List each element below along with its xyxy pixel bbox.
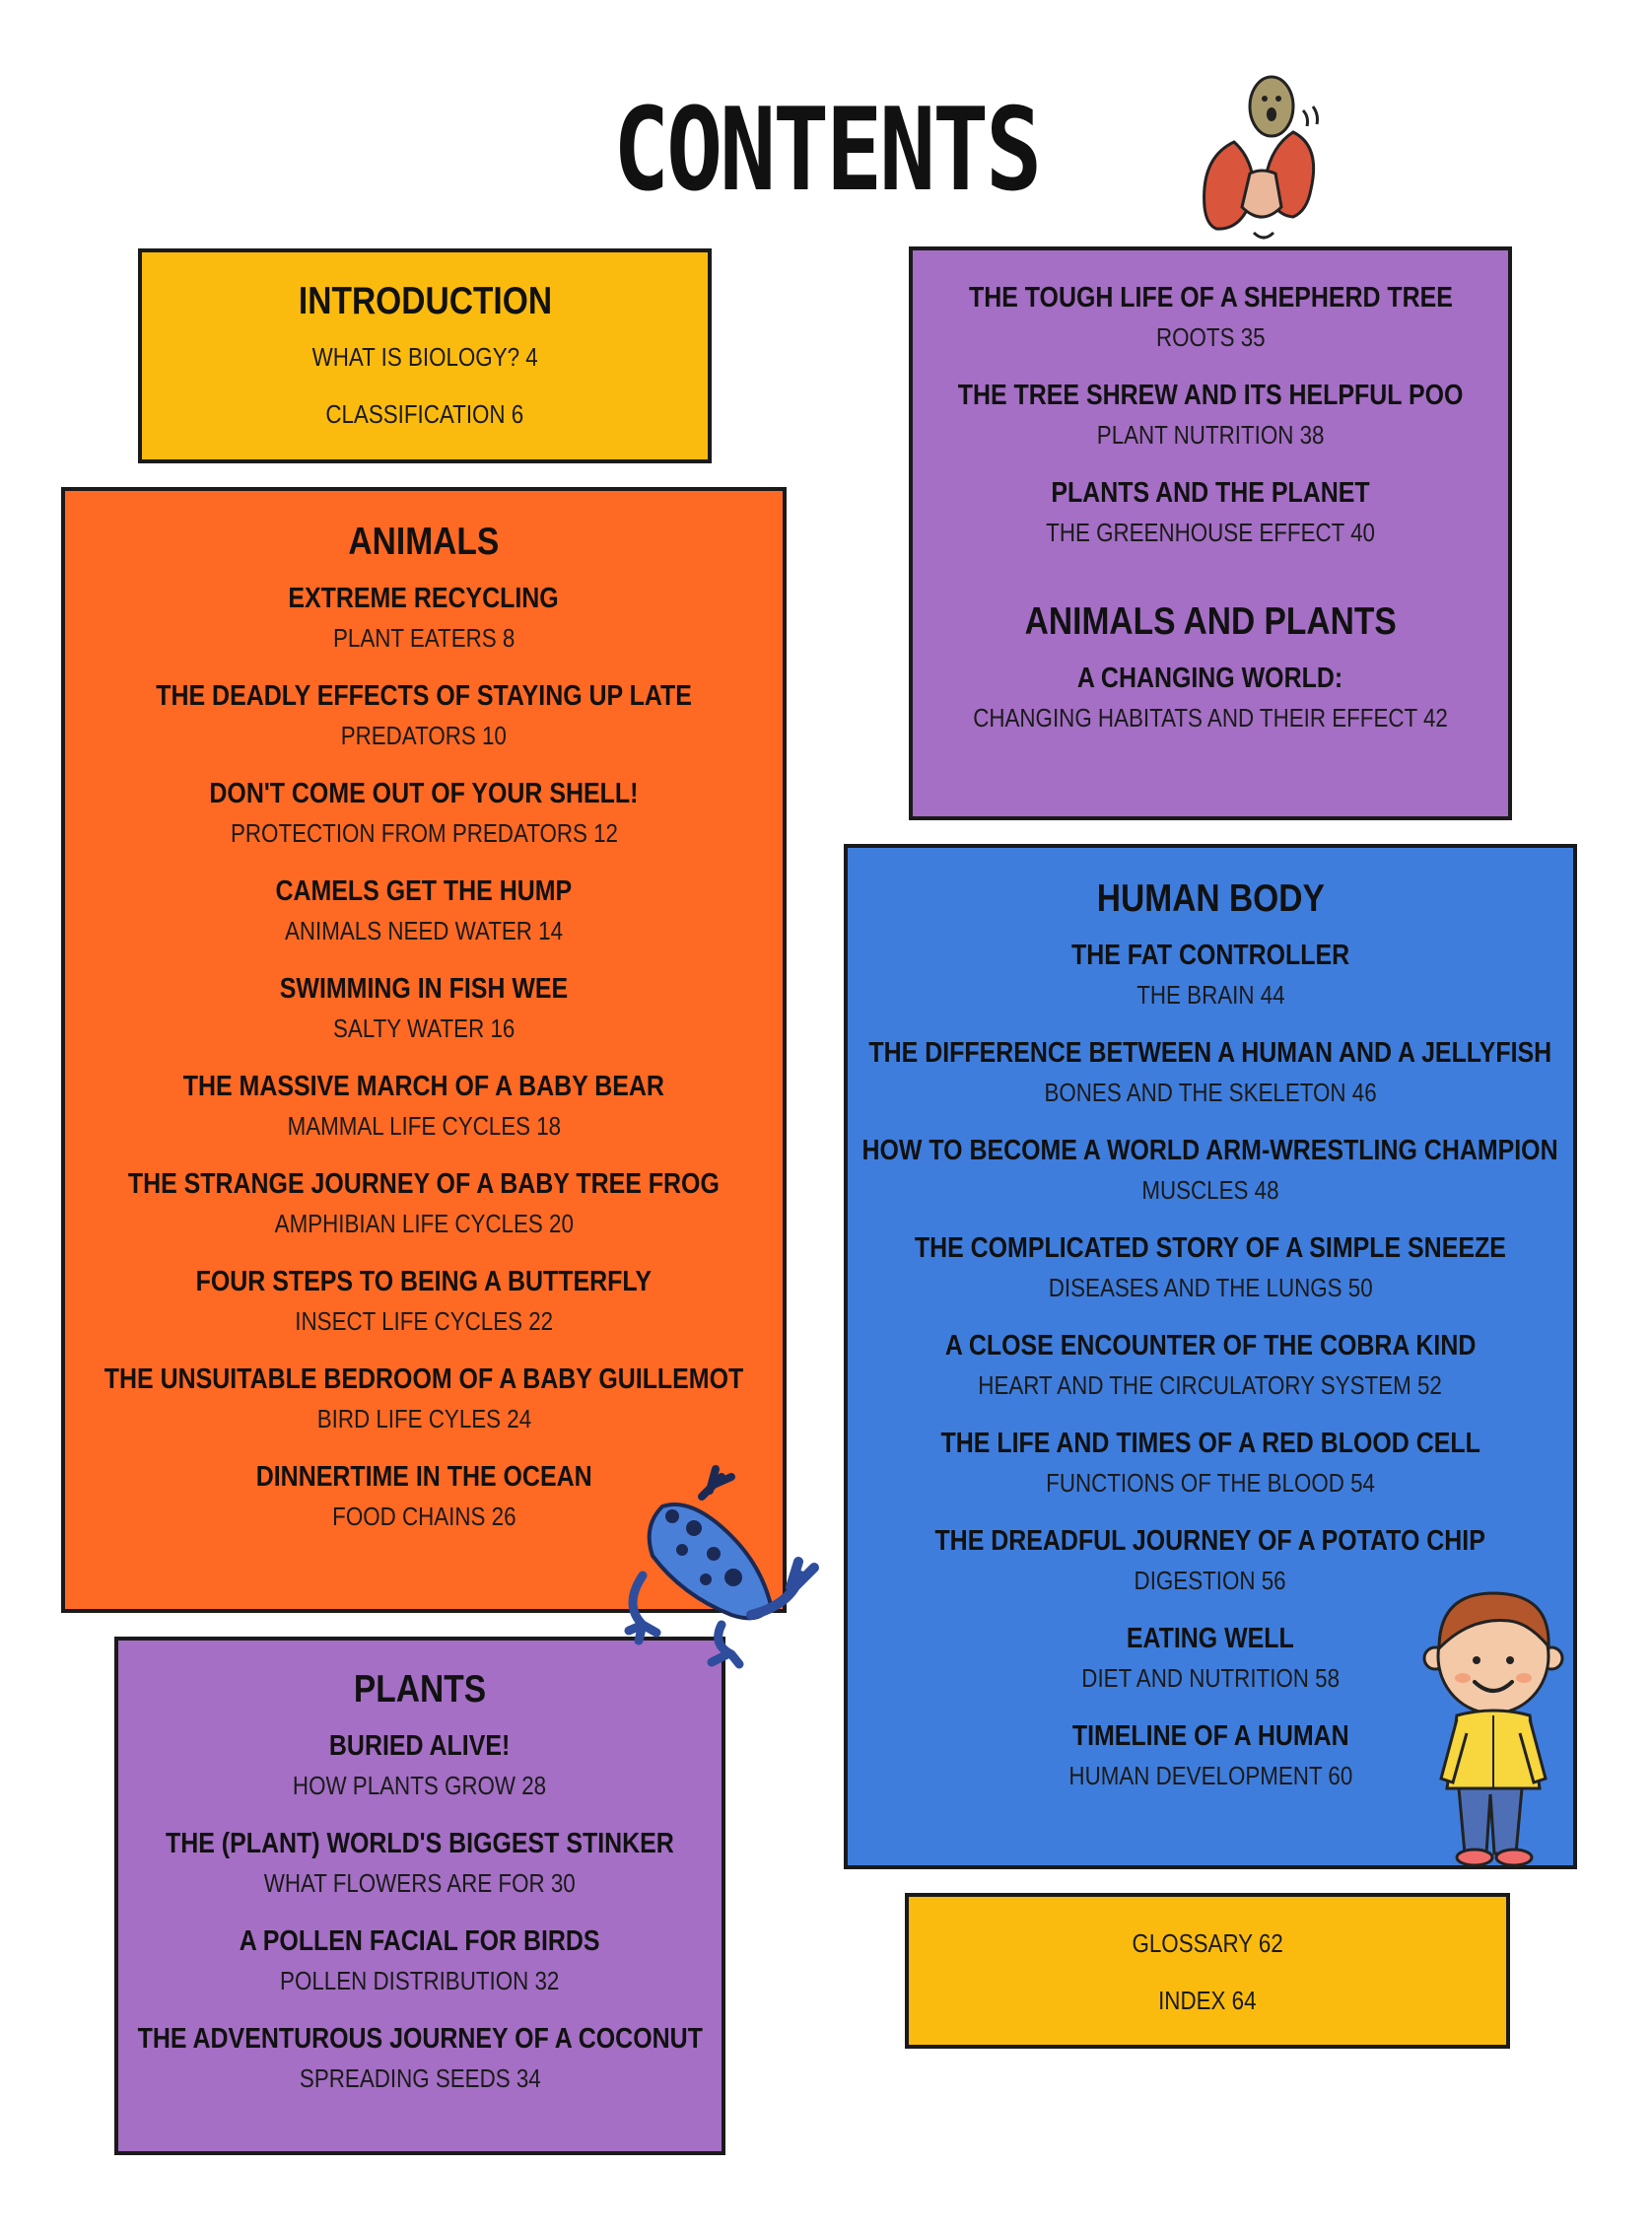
entry-title: THE ADVENTUROUS JOURNEY OF A COCONUT [137, 2023, 703, 2055]
cartoon-boy-icon [1419, 1591, 1567, 1867]
toc-entry[interactable] [897, 1430, 1524, 1496]
entry-title: THE (PLANT) WORLD'S BIGGEST STINKER [166, 1828, 674, 1859]
plants-section [114, 1637, 725, 2155]
entry-subtitle: THE BRAIN 44 [1136, 980, 1285, 1010]
introduction-section [138, 248, 712, 463]
toc-entry[interactable] [80, 1170, 768, 1236]
toc-entry[interactable] [890, 1527, 1530, 1593]
toc-item-classification[interactable]: CLASSIFICATION 6 [325, 399, 524, 429]
entry-subtitle: HEART AND THE CIRCULATORY SYSTEM 52 [978, 1370, 1443, 1400]
entry-title: BURIED ALIVE! [329, 1730, 511, 1762]
entry-subtitle: THE GREENHOUSE EFFECT 40 [1046, 518, 1375, 547]
back-matter-section [905, 1893, 1510, 2049]
toc-entry[interactable] [92, 2025, 749, 2091]
toc-entry[interactable] [272, 1732, 567, 1798]
introduction-heading: INTRODUCTION [298, 280, 552, 322]
entry-title: THE COMPLICATED STORY OF A SIMPLE SNEEZE [914, 1232, 1506, 1264]
toc-entry[interactable] [1019, 479, 1402, 545]
entry-subtitle: DIET AND NUTRITION 58 [1081, 1663, 1340, 1693]
entry-subtitle: AMPHIBIAN LIFE CYCLES 20 [274, 1209, 574, 1238]
entry-title: THE TOUGH LIFE OF A SHEPHERD TREE [968, 282, 1453, 314]
toc-entry[interactable] [124, 1830, 716, 1896]
toc-entry[interactable] [917, 382, 1504, 448]
toc-entry[interactable] [229, 1463, 619, 1529]
toc-entry[interactable] [174, 780, 673, 846]
entry-title: TIMELINE OF A HUMAN [1071, 1720, 1349, 1752]
entry-subtitle: MAMMAL LIFE CYCLES 18 [287, 1111, 561, 1141]
animals-section [61, 487, 787, 1613]
entry-title: THE STRANGE JOURNEY OF A BABY TREE FROG [127, 1168, 721, 1200]
entry-subtitle: SALTY WATER 16 [332, 1013, 516, 1043]
entry-title: THE FAT CONTROLLER [1070, 940, 1350, 971]
toc-entry[interactable] [1046, 1722, 1376, 1788]
entry-subtitle: SPREADING SEEDS 34 [299, 2063, 541, 2093]
toc-item-what-is-biology[interactable]: WHAT IS BIOLOGY? 4 [311, 342, 538, 372]
toc-entry[interactable] [52, 1365, 795, 1432]
blue-tree-frog-icon [603, 1467, 840, 1664]
toc-entry[interactable] [144, 1073, 704, 1139]
entry-title: THE LIFE AND TIMES OF A RED BLOOD CELL [940, 1428, 1480, 1459]
toc-entry[interactable] [1049, 942, 1372, 1008]
toc-entry[interactable] [866, 1234, 1554, 1300]
entry-subtitle: PLANT NUTRITION 38 [1096, 420, 1325, 450]
entry-subtitle: BIRD LIFE CYLES 24 [316, 1404, 531, 1433]
page-title: CONTENTS [613, 84, 1039, 217]
toc-entry[interactable] [902, 1332, 1519, 1398]
entry-subtitle: FOOD CHAINS 26 [331, 1502, 516, 1531]
entry-subtitle: POLLEN DISTRIBUTION 32 [280, 1966, 560, 1995]
entry-title: A CHANGING WORLD: [1077, 663, 1343, 694]
entry-title: THE MASSIVE MARCH OF A BABY BEAR [182, 1071, 665, 1102]
entry-subtitle: MUSCLES 48 [1141, 1175, 1279, 1205]
entry-title: DON'T COME OUT OF YOUR SHELL! [209, 778, 639, 809]
animals-and-plants-heading: ANIMALS AND PLANTS [1024, 600, 1397, 643]
entry-title: FOUR STEPS TO BEING A BUTTERFLY [195, 1266, 653, 1297]
plants-continued-section [909, 246, 1512, 820]
toc-entry[interactable] [929, 284, 1492, 350]
toc-entry[interactable] [1061, 1625, 1360, 1691]
entry-subtitle: FUNCTIONS OF THE BLOOD 54 [1046, 1468, 1375, 1498]
toc-entry[interactable] [210, 1927, 629, 1993]
toc-entry[interactable] [159, 1268, 689, 1334]
entry-subtitle: ANIMALS NEED WATER 14 [284, 916, 564, 945]
entry-subtitle: DIGESTION 56 [1134, 1566, 1287, 1595]
entry-title: THE DEADLY EFFECTS OF STAYING UP LATE [156, 680, 692, 712]
entry-title: DINNERTIME IN THE OCEAN [255, 1461, 592, 1493]
entry-title: HOW TO BECOME A WORLD ARM-WRESTLING CHAMPION [861, 1135, 1559, 1166]
entry-title: EATING WELL [1127, 1623, 1294, 1654]
entry-title: EXTREME RECYCLING [288, 583, 560, 614]
entry-title: CAMELS GET THE HUMP [275, 875, 573, 907]
toc-entry[interactable] [266, 585, 581, 651]
plants-heading: PLANTS [353, 1668, 487, 1711]
entry-title: SWIMMING IN FISH WEE [279, 973, 569, 1005]
entry-title: A POLLEN FACIAL FOR BIRDS [240, 1925, 600, 1957]
entry-subtitle: WHAT FLOWERS ARE FOR 30 [264, 1868, 576, 1898]
toc-entry[interactable] [256, 975, 591, 1041]
entry-subtitle: INSECT LIFE CYCLES 22 [295, 1306, 553, 1336]
toc-entry[interactable] [251, 877, 596, 943]
entry-subtitle: HUMAN DEVELOPMENT 60 [1068, 1761, 1352, 1790]
toc-entry[interactable] [112, 682, 735, 748]
seed-pod-icon [1173, 59, 1350, 276]
entry-subtitle: CHANGING HABITATS AND THEIR EFFECT 42 [973, 703, 1448, 733]
entry-title: THE DREADFUL JOURNEY OF A POTATO CHIP [934, 1525, 1486, 1557]
toc-entry[interactable] [934, 664, 1486, 731]
entry-title: PLANTS AND THE PLANET [1051, 477, 1370, 509]
toc-entry[interactable] [813, 1039, 1608, 1105]
entry-subtitle: PLANT EATERS 8 [332, 623, 516, 653]
entry-subtitle: PREDATORS 10 [340, 721, 508, 750]
entry-subtitle: HOW PLANTS GROW 28 [293, 1771, 547, 1800]
entry-title: THE UNSUITABLE BEDROOM OF A BABY GUILLEMOT [103, 1363, 744, 1395]
toc-item-glossary[interactable]: GLOSSARY 62 [1132, 1928, 1283, 1958]
human-body-heading: HUMAN BODY [1096, 877, 1325, 920]
entry-title: A CLOSE ENCOUNTER OF THE COBRA KIND [944, 1330, 1477, 1362]
entry-title: THE DIFFERENCE BETWEEN A HUMAN AND A JELLYFISH [868, 1037, 1552, 1069]
entry-subtitle: DISEASES AND THE LUNGS 50 [1048, 1273, 1373, 1302]
toc-entry[interactable] [805, 1137, 1615, 1203]
toc-item-index[interactable]: INDEX 64 [1158, 1986, 1257, 2015]
entry-subtitle: PROTECTION FROM PREDATORS 12 [230, 818, 618, 848]
entry-title: THE TREE SHREW AND ITS HELPFUL POO [957, 380, 1464, 411]
animals-heading: ANIMALS [348, 521, 500, 563]
entry-subtitle: BONES AND THE SKELETON 46 [1044, 1078, 1377, 1107]
entry-subtitle: ROOTS 35 [1155, 322, 1266, 352]
